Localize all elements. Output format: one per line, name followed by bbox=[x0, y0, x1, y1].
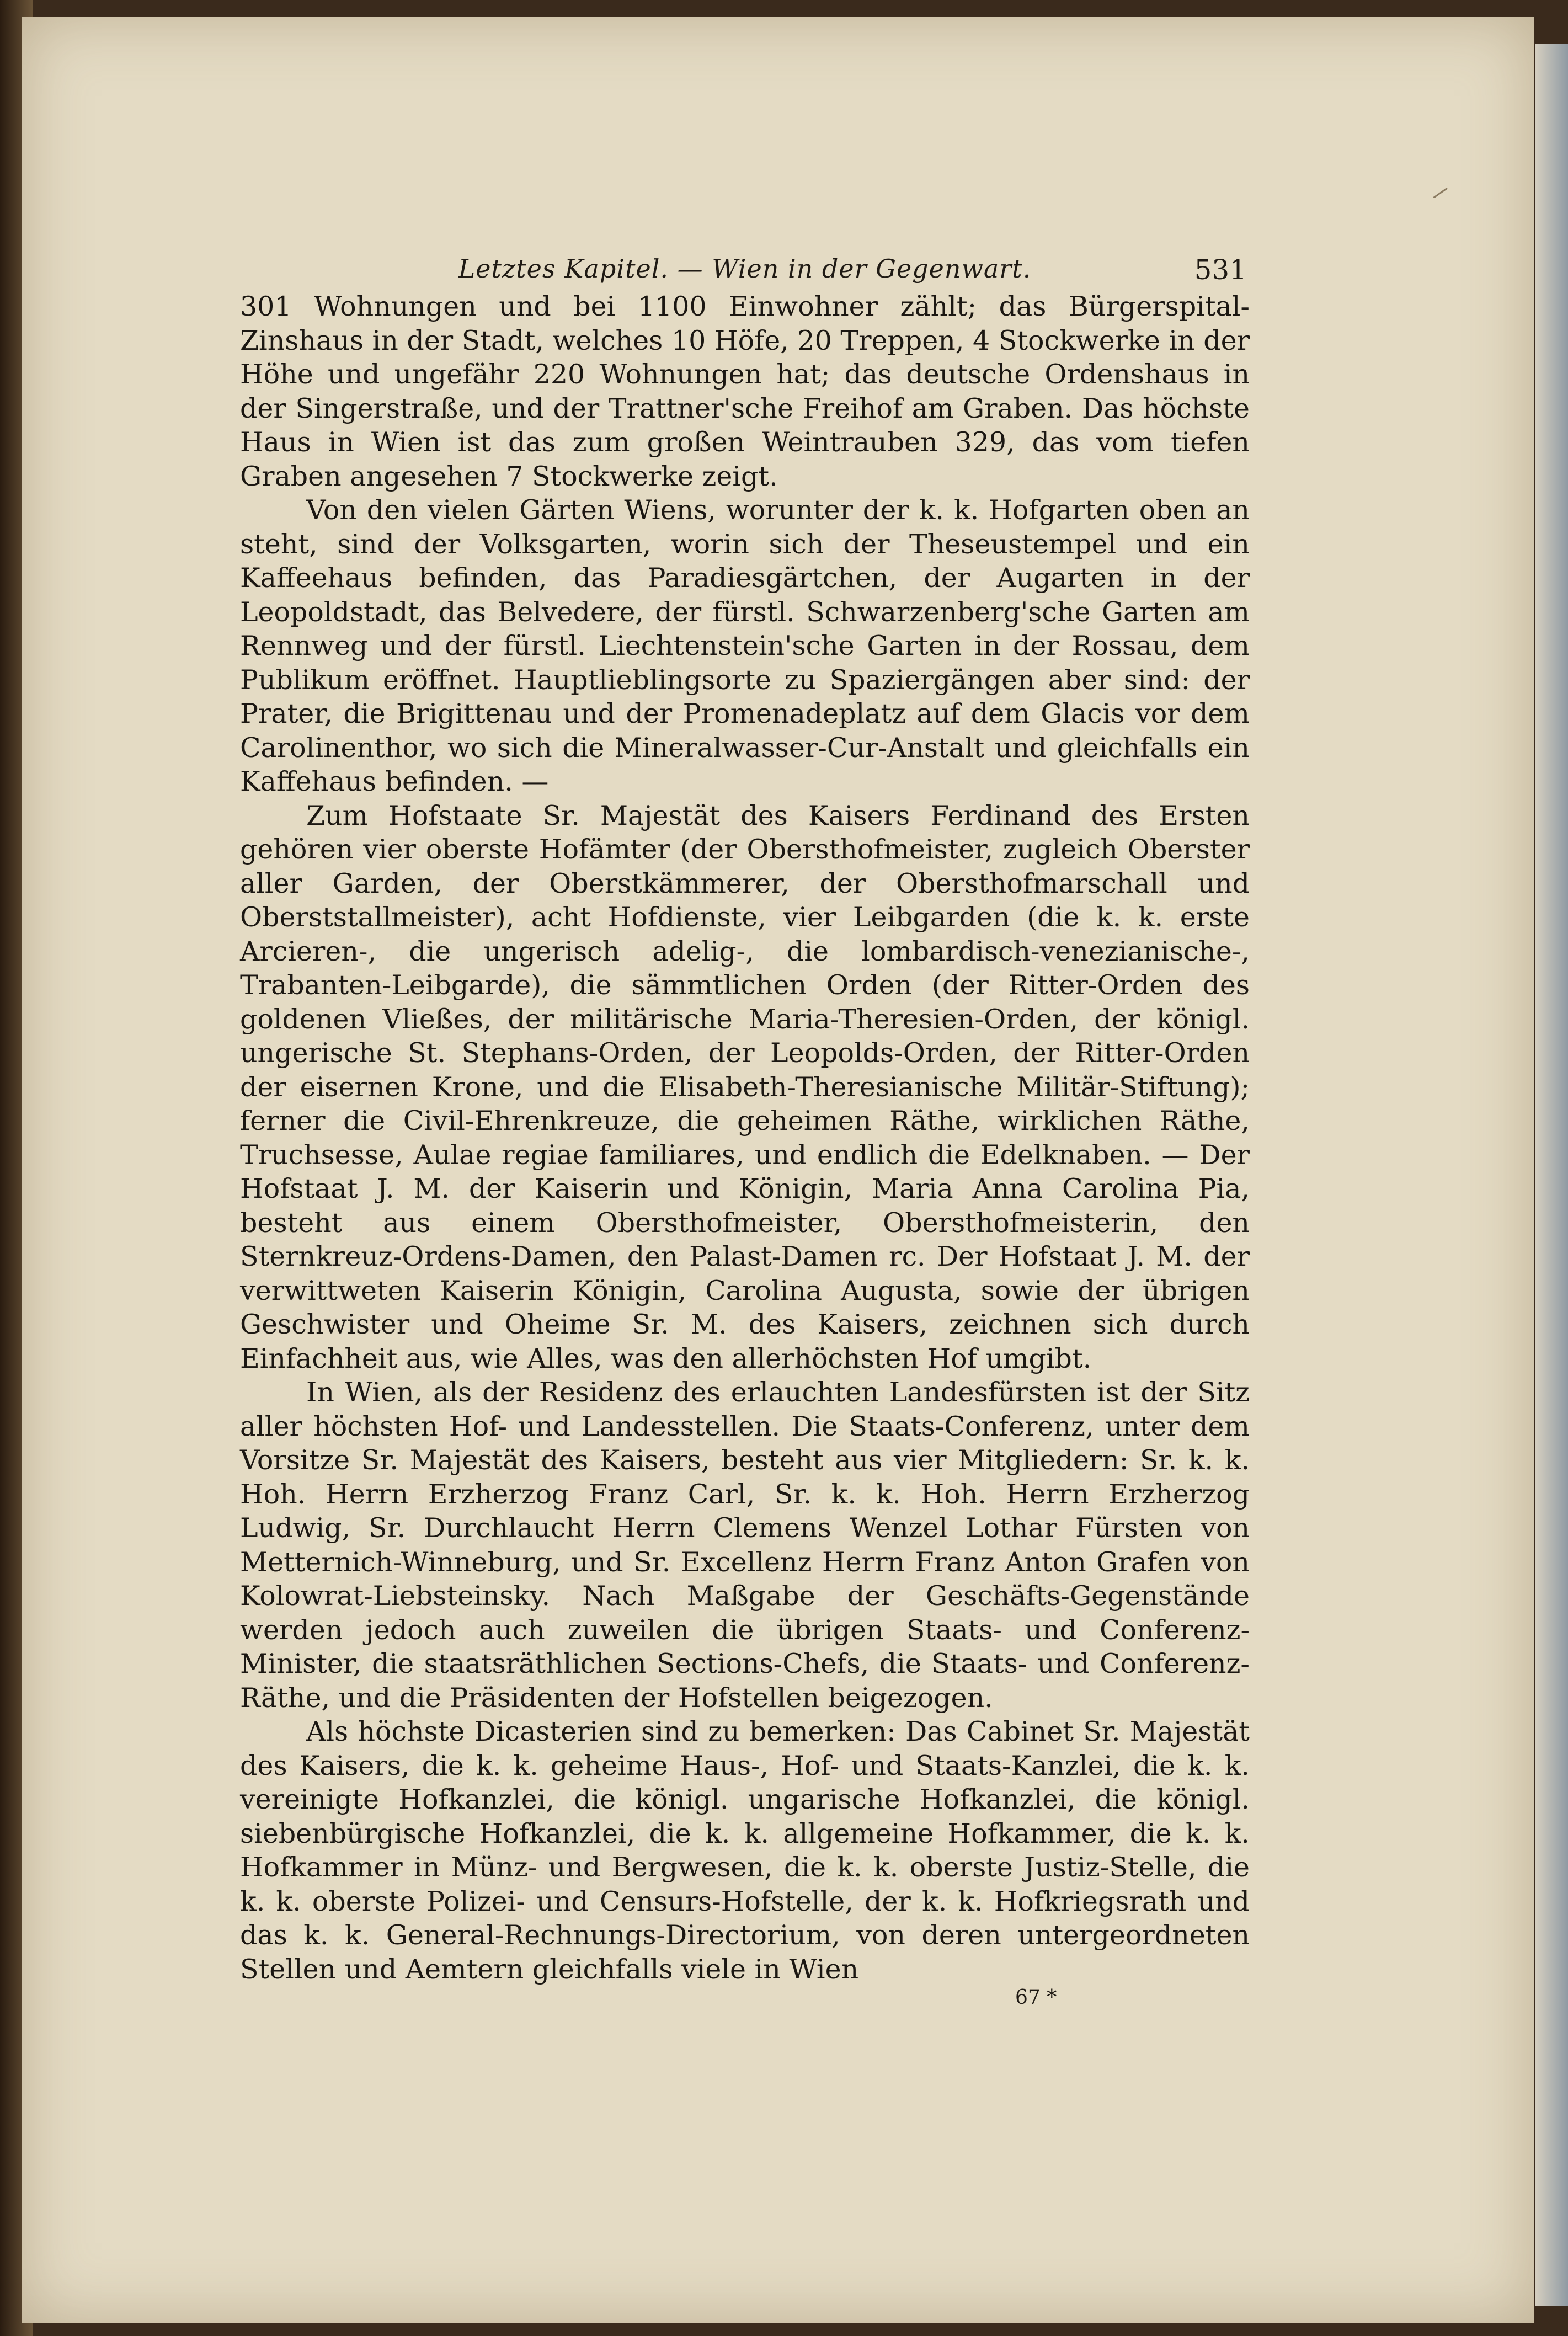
paragraph-4: In Wien, als der Residenz des erlauchten Landesfürsten ist der Sitz aller höchsten Hof- und Landesstellen. Die Staats-Conferenz, unter dem Vorsitze Sr. Majestät des Kaisers, besteht aus vier Mitgliedern: Sr. k. k. Hoh. Herrn Erzherzog Franz Carl, Sr. k. k. Hoh. Herrn Erzherzog Ludwig, Sr. Durchlaucht Herrn Clemens Wenzel Lothar Fürsten von Metternich-Winneburg, und Sr. Excellenz Herrn Franz Anton Grafen von Kolowrat-Liebsteinsky. Nach Maßgabe der Geschäfts-Gegenstände werden jedoch auch zuweilen die übrigen Staats- und Conferenz-Minister, die staatsräthlichen Sections-Chefs, die Staats- und Conferenz-Räthe, und die Präsidenten der Hofstellen beigezogen. bbox=[240, 1377, 1250, 1714]
paragraph-2: Von den vielen Gärten Wiens, worunter der k. k. Hofgarten oben an steht, sind der Volksgarten, worin sich der Theseustempel und ein Kaffeehaus befinden, das Paradiesgärtchen, der Augarten in der Leopoldstadt, das Belvedere, der fürstl. Schwarzenberg'sche Garten am Rennweg und der fürstl. Liechtenstein'sche Garten in der Rossau, dem Publikum eröffnet. Hauptlieblingsorte zu Spaziergängen aber sind: der Prater, die Brigittenau und der Promenadeplatz auf dem Glacis vor dem Carolinenthor, wo sich die Mineralwasser-Cur-Anstalt und gleichfalls ein Kaffehaus befinden. — bbox=[240, 494, 1250, 797]
body-text bbox=[240, 290, 1250, 1986]
paragraph-5: Als höchste Dicasterien sind zu bemerken: Das Cabinet Sr. Majestät des Kaisers, die k. k. geheime Haus-, Hof- und Staats-Kanzlei, die k. k. vereinigte Hofkanzlei, die königl. ungarische Hofkanzlei, die königl. siebenbürgische Hofkanzlei, die k. k. allgemeine Hofkammer, die k. k. Hofkammer in Münz- und Bergwesen, die k. k. oberste Justiz-Stelle, die k. k. oberste Polizei- und Censurs-Hofstelle, der k. k. Hofkriegsrath und das k. k. General-Rechnungs-Directorium, von deren untergeordneten Stellen und Aemtern gleichfalls viele in Wien bbox=[240, 1716, 1250, 1985]
paragraph-3: Zum Hofstaate Sr. Majestät des Kaisers Ferdinand des Ersten gehören vier oberste Hofämter (der Obersthofmeister, zugleich Oberster aller Garden, der Oberstkämmerer, der Obersthofmarschall und Oberststallmeister), acht Hofdienste, vier Leibgarden (die k. k. erste Arcieren-, die ungerisch adelig-, die lombardisch-venezianische-, Trabanten-Leibgarde), die sämmtlichen Orden (der Ritter-Orden des goldenen Vließes, der militärische Maria-Theresien-Orden, der königl. ungerische St. Stephans-Orden, der Leopolds-Orden, der Ritter-Orden der eisernen Krone, und die Elisabeth-Theresianische Militär-Stiftung); ferner die Civil-Ehrenkreuze, die geheimen Räthe, wirklichen Räthe, Truchsesse, Aulae regiae familiares, und endlich die Edelknaben. — Der Hofstaat J. M. der Kaiserin und Königin, Maria Anna Carolina Pia, besteht aus einem Obersthofmeister, Obersthofmeisterin, den Sternkreuz-Ordens-Damen, den Palast-Damen rc. Der Hofstaat J. M. der verwittweten Kaiserin Königin, Carolina Augusta, sowie der übrigen Geschwister und Oheime Sr. M. des Kaisers, zeichnen sich durch Einfachheit aus, wie Alles, was den allerhöchsten Hof umgibt. bbox=[240, 799, 1250, 1374]
page-header bbox=[243, 254, 1247, 292]
signature-mark: 67 * bbox=[1015, 1986, 1057, 2009]
page-number: 531 bbox=[1194, 254, 1247, 286]
running-title: Letztes Kapitel. — Wien in der Gegenwart. bbox=[458, 254, 1032, 284]
paragraph-1: 301 Wohnungen und bei 1100 Einwohner zählt; das Bürgerspital-Zinshaus in der Stadt, welches 10 Höfe, 20 Treppen, 4 Stockwerke in der Höhe und ungefähr 220 Wohnungen hat; das deutsche Ordenshaus in der Singerstraße, und der Trattner'sche Freihof am Graben. Das höchste Haus in Wien ist das zum großen Weintrauben 329, das vom tiefen Graben angesehen 7 Stockwerke zeigt. bbox=[240, 291, 1250, 492]
page-fore-edge bbox=[1535, 44, 1568, 2306]
